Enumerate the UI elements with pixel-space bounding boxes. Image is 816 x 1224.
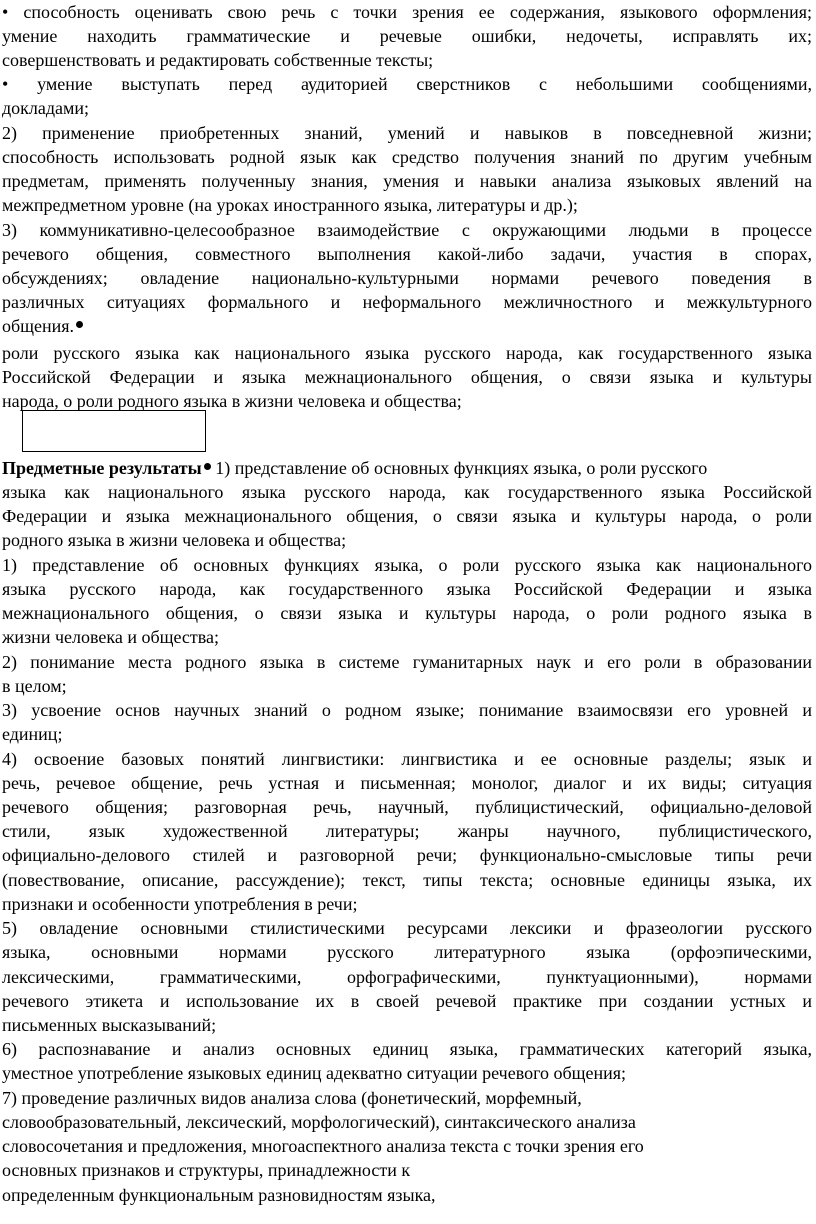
text-line: различных ситуациях формального и неформального межличностного и межкультурного <box>2 292 812 312</box>
text-line: 3) усвоение основ научных знаний о родном языке; понимание взаимосвязи его уровней и <box>2 700 812 720</box>
text-line: речь, речевое общение, речь устная и письменная; монолог, диалог и их виды; ситуация <box>2 773 812 793</box>
text-line: единиц; <box>2 724 63 744</box>
text-line: речевого общения; разговорная речь, научный, публицистический, официально-деловой <box>2 797 812 817</box>
text-line: докладами; <box>2 98 90 118</box>
text-line: родного языка в жизни человека и общества; <box>2 530 347 550</box>
text-line: 1) представление об основных функциях языка, о роли русского языка как национального <box>2 555 812 575</box>
text-line: словосочетания и предложения, многоаспектного анализа текста с точки зрения его <box>2 1136 644 1156</box>
text-line: в целом; <box>2 676 67 696</box>
text-line: языка, основными нормами русского литературного языка (орфоэпическими, <box>2 942 812 962</box>
text-fragment: общения. <box>2 316 75 336</box>
text-line: 2) понимание места родного языка в системе гуманитарных наук и его роли в образовании <box>2 652 812 672</box>
text-line: лексическими, грамматическими, орфографическими, пунктуационными), нормами <box>2 967 812 987</box>
text-line: • умение выступать перед аудиторией сверстников с небольшими сообщениями, <box>2 74 812 94</box>
text-line: признаки и особенности употребления в речи; <box>2 894 358 914</box>
bullet-dot-icon <box>76 321 83 328</box>
text-line: 4) освоение базовых понятий лингвистики: лингвистика и ее основные разделы; язык и <box>2 749 812 769</box>
text-line: словообразовательный, лексический, морфологический), синтаксического анализа <box>2 1112 636 1132</box>
text-line: Российской Федерации и языка межнационального общения, о связи языка и культуры <box>2 367 812 387</box>
text-line: 6) распознавание и анализ основных единиц языка, грамматических категорий языка, <box>2 1039 812 1059</box>
text-line: межпредметном уровне (на уроках иностранного языка, литературы и др.); <box>2 195 578 215</box>
text-line: 3) коммуникативно-целесообразное взаимодействие с окружающими людьми в процессе <box>2 220 812 240</box>
text-line: 2) применение приобретенных знаний, умений и навыков в повседневной жизни; <box>2 123 812 143</box>
text-line: Федерации и языка межнационального общения, о связи языка и культуры народа, о роли <box>2 506 812 526</box>
text-line: (повествование, описание, рассуждение); текст, типы текста; основные единицы языка, их <box>2 870 812 890</box>
text-line: уместное употребление языковых единиц адекватно ситуации речевого общения; <box>2 1063 627 1083</box>
text-line <box>2 456 812 480</box>
text-line: способность использовать родной язык как средство получения знаний по другим учебным <box>2 147 812 167</box>
text-line: совершенствовать и редактировать собственные тексты; <box>2 50 434 70</box>
text-line: определенным функциональным разновидностям языка, <box>2 1185 436 1205</box>
text-line: роли русского языка как национального языка русского народа, как государственного языка <box>2 343 812 363</box>
text-line: письменных высказываний; <box>2 1015 217 1035</box>
text-line: речевого общения, совместного выполнения какой-либо задачи, участия в спорах, <box>2 244 812 264</box>
text-line: основных признаков и структуры, принадлежности к <box>2 1160 411 1180</box>
text-line: языка как национального языка русского народа, как государственного языка Российской <box>2 482 812 502</box>
text-line: предметам, применять полученныу знания, умения и навыки анализа языковых явлений на <box>2 171 812 191</box>
text-line: обсуждениях; овладение национально-культурными нормами речевого поведения в <box>2 268 812 288</box>
text-line <box>2 314 812 338</box>
text-line: 7) проведение различных видов анализа слова (фонетический, морфемный, <box>2 1088 582 1108</box>
empty-frame <box>22 410 206 452</box>
text-line: 5) овладение основными стилистическими ресурсами лексики и фразеологии русского <box>2 918 812 938</box>
text-fragment: 1) представление об основных функциях языка, о роли русского <box>210 458 708 478</box>
bullet-dot-icon <box>204 463 211 470</box>
text-line: языка русского народа, как государственного языка Российской Федерации и языка <box>2 579 812 599</box>
text-line: жизни человека и общества; <box>2 627 220 647</box>
text-line: официально-делового стилей и разговорной речи; функционально-смысловые типы речи <box>2 845 812 865</box>
text-line: • способность оценивать свою речь с точки зрения ее содержания, языкового оформления; <box>2 2 812 22</box>
section-heading: Предметные результаты <box>2 458 202 478</box>
text-line: умение находить грамматические и речевые ошибки, недочеты, исправлять их; <box>2 26 812 46</box>
text-line: стили, язык художественной литературы; жанры научного, публицистического, <box>2 821 812 841</box>
text-line: речевого этикета и использование их в своей речевой практике при создании устных и <box>2 991 812 1011</box>
text-line: народа, о роли родного языка в жизни человека и общества; <box>2 391 462 411</box>
text-line: межнационального общения, о связи языка и культуры народа, о роли родного языка в <box>2 603 812 623</box>
